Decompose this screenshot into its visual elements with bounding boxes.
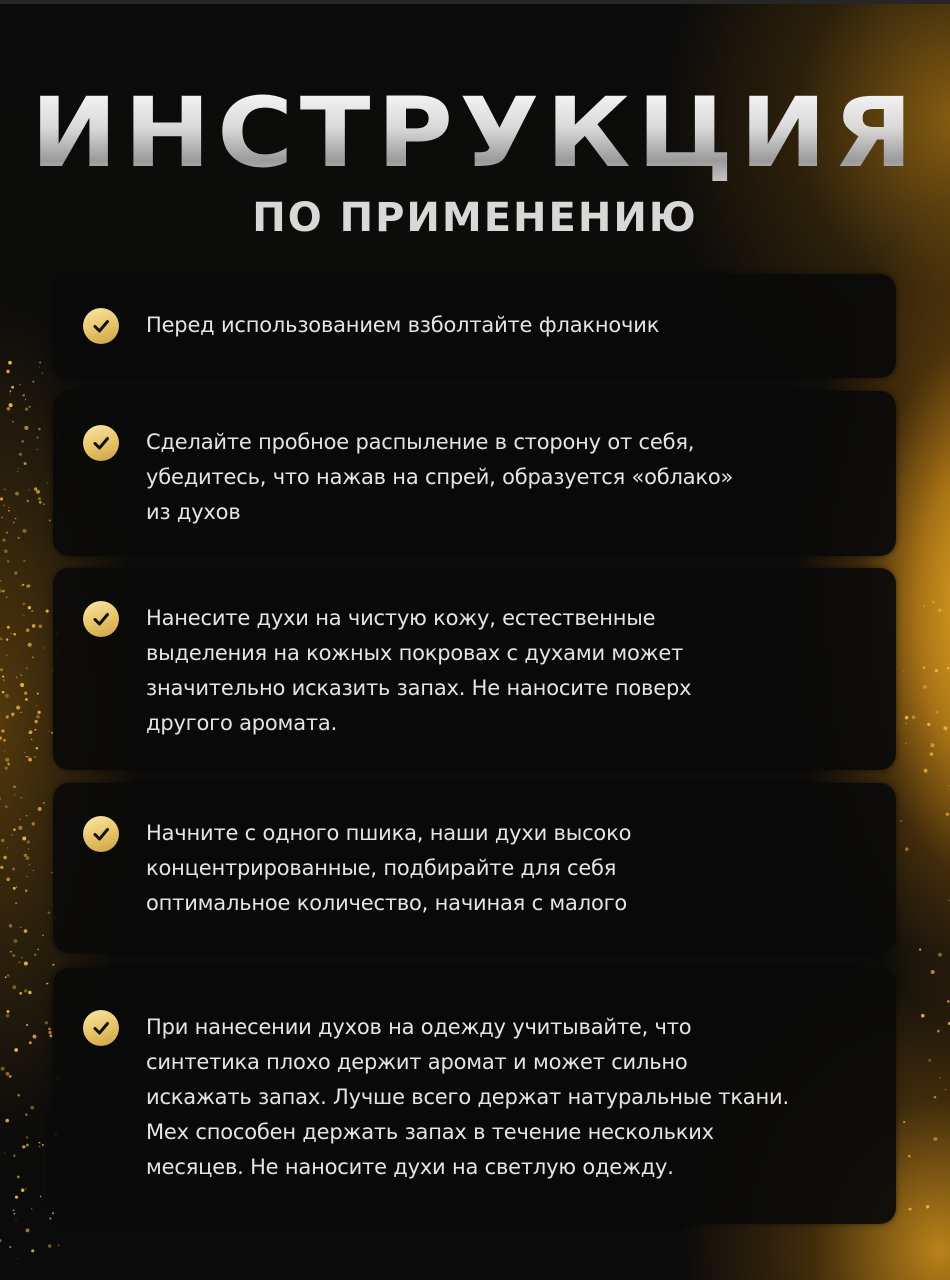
sparkle-dot <box>939 1078 940 1079</box>
sparkle-dot <box>42 372 43 373</box>
sparkle-dot <box>9 1246 11 1248</box>
sparkle-dot <box>17 1258 18 1259</box>
sparkle-dot <box>38 807 42 811</box>
page-title: ИНСТРУКЦИЯ <box>0 78 950 188</box>
sparkle-dot <box>14 1048 18 1052</box>
sparkle-dot <box>22 837 26 841</box>
sparkle-dot <box>28 643 32 647</box>
sparkle-dot <box>0 866 3 869</box>
step-text <box>146 425 876 530</box>
sparkle-dot <box>20 927 21 928</box>
sparkle-dot <box>909 1208 912 1211</box>
sparkle-dot <box>48 1028 51 1031</box>
sparkle-dot <box>11 633 12 634</box>
sparkle-dot <box>30 1106 34 1110</box>
sparkle-dot <box>13 829 15 831</box>
sparkle-dot <box>932 601 935 604</box>
check-circle-icon <box>83 425 119 461</box>
sparkle-dot <box>29 864 30 865</box>
sparkle-dot <box>23 615 24 616</box>
sparkle-dot <box>908 1155 911 1158</box>
sparkle-dot <box>938 953 942 957</box>
sparkle-dot <box>25 408 28 411</box>
sparkle-dot <box>921 1014 924 1017</box>
sparkle-dot <box>23 560 25 562</box>
sparkle-dot <box>34 487 37 490</box>
sparkle-dot <box>12 985 16 989</box>
sparkle-dot <box>2 590 5 593</box>
sparkle-dot <box>21 797 22 798</box>
sparkle-dot <box>31 1208 32 1209</box>
sparkle-dot <box>6 715 9 718</box>
sparkle-dot <box>31 739 32 740</box>
step-line: Начните с одного пшика, наши духи высоко <box>146 821 632 845</box>
sparkle-dot <box>18 826 22 830</box>
sparkle-dot <box>43 802 45 804</box>
sparkle-dot <box>933 1137 937 1141</box>
sparkle-dot <box>4 489 5 490</box>
sparkle-dot <box>49 1031 52 1034</box>
sparkle-dot <box>6 1072 10 1076</box>
sparkle-dot <box>37 449 38 450</box>
sparkle-dot <box>24 462 27 465</box>
sparkle-dot <box>31 1249 34 1252</box>
sparkle-dot <box>6 596 8 598</box>
step-line: При нанесении духов на одежду учитывайте, что <box>146 1015 692 1039</box>
sparkle-dot <box>39 625 43 629</box>
sparkle-dot <box>0 1239 2 1242</box>
sparkle-dot <box>924 769 928 773</box>
sparkle-dot <box>1 517 2 518</box>
sparkle-dot <box>0 580 1 581</box>
sparkle-dot <box>24 989 27 992</box>
sparkle-dot <box>46 610 49 613</box>
sparkle-dot <box>39 1142 41 1144</box>
sparkle-dot <box>6 1014 10 1018</box>
sparkle-dot <box>18 468 19 469</box>
sparkle-dot <box>26 1144 29 1147</box>
sparkle-dot <box>36 705 37 706</box>
sparkle-dot <box>4 1152 5 1153</box>
sparkle-dot <box>10 951 12 953</box>
sparkle-dot <box>7 626 10 629</box>
sparkle-dot <box>28 758 32 762</box>
sparkle-dot <box>49 1034 52 1037</box>
sparkle-dot <box>0 637 3 640</box>
sparkle-dot <box>37 693 39 695</box>
sparkle-dot <box>5 758 9 762</box>
step-line: значительно исказить запах. Не наносите поверх <box>146 676 692 700</box>
sparkle-dot <box>905 743 906 744</box>
sparkle-dot <box>31 610 33 612</box>
step-card-2 <box>53 391 896 556</box>
sparkle-dot <box>8 361 12 365</box>
page-subtitle: ПО ПРИМЕНЕНИЮ <box>252 195 698 241</box>
sparkle-dot <box>9 403 13 407</box>
sparkle-dot <box>7 847 8 848</box>
sparkle-dot <box>8 507 9 508</box>
sparkle-dot <box>34 954 37 957</box>
sparkle-dot <box>928 1059 931 1062</box>
sparkle-dot <box>43 647 44 648</box>
sparkle-dot <box>22 584 24 586</box>
sparkle-dot <box>903 1121 905 1123</box>
sparkle-dot <box>949 900 950 901</box>
sparkle-dot <box>29 1041 32 1044</box>
sparkle-dot <box>32 822 35 825</box>
sparkle-dot <box>38 428 41 431</box>
sparkle-dot <box>20 712 21 713</box>
sparkle-dot <box>919 949 921 951</box>
sparkle-dot <box>4 750 5 751</box>
sparkle-dot <box>3 856 6 859</box>
sparkle-dot <box>17 1175 20 1178</box>
sparkle-dot <box>7 407 10 410</box>
sparkle-dot <box>45 1021 48 1024</box>
sparkle-dot <box>48 1244 51 1247</box>
check-circle-icon <box>83 816 119 852</box>
sparkle-dot <box>927 723 930 726</box>
sparkle-dot <box>0 589 2 592</box>
sparkle-dot <box>26 584 30 588</box>
sparkle-dot <box>24 426 28 430</box>
sparkle-dot <box>33 1035 37 1039</box>
sparkle-dot <box>24 929 28 933</box>
sparkle-dot <box>58 1244 60 1246</box>
sparkle-dot <box>32 381 34 383</box>
sparkle-dot <box>3 679 5 681</box>
sparkle-dot <box>25 399 26 400</box>
sparkle-dot <box>15 902 17 904</box>
step-text <box>146 1010 876 1185</box>
sparkle-dot <box>5 694 9 698</box>
sparkle-dot <box>13 522 15 524</box>
sparkle-dot <box>938 609 941 612</box>
sparkle-dot <box>32 624 36 628</box>
sparkle-dot <box>13 1154 16 1157</box>
sparkle-dot <box>926 1205 929 1208</box>
sparkle-dot <box>11 834 13 836</box>
sparkle-dot <box>25 1113 27 1115</box>
sparkle-dot <box>1 839 4 842</box>
sparkle-dot <box>13 785 16 788</box>
sparkle-dot <box>13 887 16 890</box>
sparkle-dot <box>11 386 14 389</box>
sparkle-dot <box>42 934 44 936</box>
sparkle-dot <box>943 726 947 730</box>
sparkle-dot <box>28 848 29 849</box>
sparkle-dot <box>48 911 51 914</box>
sparkle-dot <box>19 992 22 995</box>
sparkle-dot <box>4 766 7 769</box>
step-line: другого аромата. <box>146 711 338 735</box>
sparkle-dot <box>6 638 8 640</box>
sparkle-dot <box>4 505 5 506</box>
sparkle-dot <box>34 720 37 723</box>
sparkle-dot <box>5 976 7 978</box>
sparkle-dot <box>17 471 18 472</box>
sparkle-dot <box>6 878 10 882</box>
step-line: концентрированные, подбирайте для себя <box>146 856 617 880</box>
sparkle-dot <box>9 924 12 927</box>
step-text <box>146 308 876 343</box>
step-line: Сделайте пробное распыление в сторону от себя, <box>146 430 695 454</box>
sparkle-dot <box>24 752 25 753</box>
sparkle-dot <box>36 437 38 439</box>
sparkle-dot <box>934 1096 937 1099</box>
sparkle-dot <box>13 1209 15 1211</box>
sparkle-dot <box>22 602 25 605</box>
step-line: из духов <box>146 500 241 524</box>
sparkle-dot <box>27 500 30 503</box>
sparkle-dot <box>34 756 35 757</box>
sparkle-dot <box>15 1196 18 1199</box>
sparkle-dot <box>39 501 42 504</box>
sparkle-dot <box>905 716 909 720</box>
sparkle-dot <box>49 519 51 521</box>
sparkle-dot <box>7 763 10 766</box>
sparkle-dot <box>3 539 6 542</box>
sparkle-dot <box>15 518 16 519</box>
sparkle-dot <box>25 698 28 701</box>
sparkle-dot <box>14 571 17 574</box>
sparkle-dot <box>12 421 13 422</box>
sparkle-dot <box>2 676 4 678</box>
sparkle-dot <box>19 819 20 820</box>
step-line: убедитесь, что нажав на спрей, образуется «облако» <box>146 465 734 489</box>
sparkle-dot <box>930 752 933 755</box>
sparkle-dot <box>6 370 9 373</box>
sparkle-dot <box>0 668 3 671</box>
sparkle-dot <box>936 711 939 714</box>
check-circle-icon <box>83 1010 119 1046</box>
sparkle-dot <box>1 729 4 732</box>
sparkle-dot <box>14 794 15 795</box>
sparkle-dot <box>17 1094 19 1096</box>
sparkle-dot <box>25 889 27 891</box>
sparkle-dot <box>27 876 28 877</box>
sparkle-dot <box>900 820 901 821</box>
sparkle-dot <box>5 806 7 808</box>
sparkle-dot <box>0 736 2 739</box>
sparkle-dot <box>930 743 934 747</box>
sparkle-dot <box>26 756 27 757</box>
sparkle-dot <box>5 1119 9 1123</box>
step-line: искажать запах. Лучше всего держат натуральные ткани. <box>146 1085 789 1109</box>
sparkle-dot <box>947 1000 950 1003</box>
sparkle-dot <box>21 957 22 958</box>
sparkle-dot <box>43 503 44 504</box>
sparkle-dot <box>12 868 15 871</box>
sparkle-dot <box>36 490 40 494</box>
sparkle-dot <box>37 711 40 714</box>
sparkle-dot <box>29 730 33 734</box>
sparkle-dot <box>20 674 21 675</box>
sparkle-dot <box>22 394 25 397</box>
sparkle-dot <box>16 676 18 678</box>
sparkle-dot <box>9 1075 12 1078</box>
sparkle-dot <box>25 856 29 860</box>
sparkle-dot <box>19 453 22 456</box>
sparkle-dot <box>6 532 8 534</box>
sparkle-dot <box>33 870 34 871</box>
sparkle-dot <box>21 1188 24 1191</box>
sparkle-dot <box>6 655 7 656</box>
sparkle-dot <box>38 497 41 500</box>
sparkle-dot <box>39 366 40 367</box>
sparkle-dot <box>903 670 905 672</box>
step-text <box>146 816 876 921</box>
sparkle-dot <box>9 393 10 394</box>
step-card-1 <box>53 274 896 378</box>
step-text <box>146 601 876 741</box>
sparkle-dot <box>21 440 24 443</box>
sparkle-dot <box>15 1220 16 1221</box>
sparkle-dot <box>3 739 6 742</box>
sparkle-dot <box>34 729 36 731</box>
sparkle-dot <box>935 669 938 672</box>
sparkle-dot <box>905 723 907 725</box>
sparkle-dot <box>32 657 34 659</box>
sparkle-dot <box>905 847 909 851</box>
sparkle-dot <box>937 1030 940 1033</box>
step-line: Перед использованием взболтайте флакночик <box>146 313 660 337</box>
sparkle-dot <box>12 715 14 717</box>
step-card-5 <box>53 968 896 1224</box>
sparkle-dot <box>19 384 20 385</box>
sparkle-dot <box>37 949 39 951</box>
sparkle-dot <box>13 939 17 943</box>
sparkle-dot <box>26 815 27 816</box>
sparkle-dot <box>14 1213 16 1215</box>
sparkle-dot <box>48 730 49 731</box>
sparkle-dot <box>923 685 927 689</box>
sparkle-dot <box>945 1089 946 1090</box>
step-line: выделения на кожных покровах с духами может <box>146 641 684 665</box>
step-card-3 <box>53 568 896 770</box>
sparkle-dot <box>946 813 949 816</box>
sparkle-dot <box>8 510 10 512</box>
sparkle-dot <box>27 840 30 843</box>
sparkle-dot <box>7 560 9 562</box>
step-line: месяцев. Не наносите духи на светлую одежду. <box>146 1155 674 1179</box>
step-line: Мех способен держать запах в течение нескольких <box>146 1120 714 1144</box>
step-line: синтетика плохо держит аромат и может сильно <box>146 1050 688 1074</box>
sparkle-dot <box>16 886 17 887</box>
sparkle-dot <box>7 1010 10 1013</box>
sparkle-dot <box>39 362 41 364</box>
sparkle-dot <box>9 390 11 392</box>
sparkle-dot <box>26 1024 28 1026</box>
sparkle-dot <box>49 1217 51 1219</box>
step-line: оптимальное количество, начиная с малого <box>146 891 628 915</box>
sparkle-dot <box>0 797 1 799</box>
sparkle-dot <box>15 492 19 496</box>
sparkle-dot <box>47 983 48 984</box>
sparkle-dot <box>13 633 16 636</box>
sparkle-dot <box>0 497 3 500</box>
sparkle-dot <box>29 490 30 491</box>
sparkle-dot <box>39 1146 41 1148</box>
sparkle-dot <box>42 1144 44 1146</box>
sparkle-dot <box>28 991 32 995</box>
sparkle-dot <box>26 628 30 632</box>
sparkle-dot <box>52 964 54 966</box>
step-card-4 <box>53 783 896 953</box>
sparkle-dot <box>948 785 949 786</box>
sparkle-dot <box>26 854 27 855</box>
sparkle-dot <box>36 747 38 749</box>
sparkle-dot <box>16 706 20 710</box>
sparkle-dot <box>24 691 28 695</box>
sparkle-dot <box>19 962 20 963</box>
sparkle-dot <box>26 1228 30 1232</box>
sparkle-dot <box>40 1196 42 1198</box>
sparkle-dot <box>923 666 926 669</box>
sparkle-dot <box>36 715 40 719</box>
sparkle-dot <box>4 549 8 553</box>
sparkle-dot <box>2 691 5 694</box>
sparkle-dot <box>25 1188 27 1190</box>
sparkle-dot <box>21 585 23 587</box>
sparkle-dot <box>28 606 31 609</box>
sparkle-dot <box>943 683 944 684</box>
sparkle-dot <box>7 974 9 976</box>
check-circle-icon <box>83 601 119 637</box>
sparkle-dot <box>931 970 935 974</box>
sparkle-dot <box>923 605 925 607</box>
check-circle-icon <box>83 308 119 344</box>
sparkle-dot <box>23 529 27 533</box>
sparkle-dot <box>20 683 24 687</box>
sparkle-dot <box>1 1067 5 1071</box>
sparkle-dot <box>912 715 916 719</box>
sparkle-dot <box>29 406 31 408</box>
sparkle-dot <box>24 961 28 965</box>
sparkle-dot <box>22 1145 25 1148</box>
sparkle-dot <box>26 667 28 669</box>
sparkle-dot <box>27 756 29 758</box>
sparkle-dot <box>947 667 950 670</box>
sparkle-dot <box>17 537 19 539</box>
sparkle-dot <box>12 954 15 957</box>
sparkle-dot <box>26 1136 28 1138</box>
sparkle-dot <box>47 482 49 484</box>
step-line: Нанесите духи на чистую кожу, естественные <box>146 606 656 630</box>
